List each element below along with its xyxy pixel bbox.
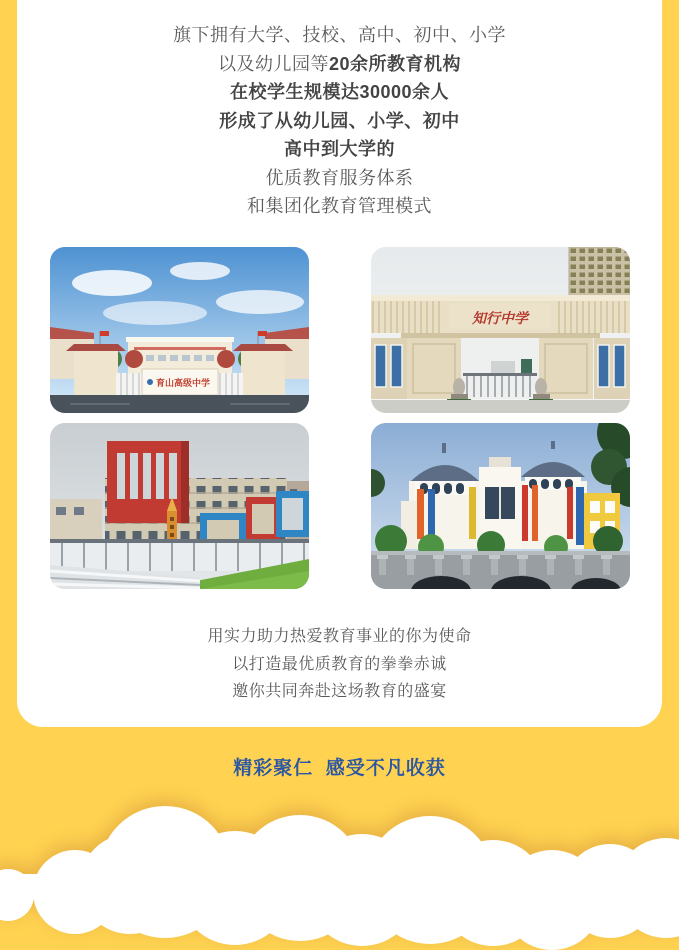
closing-line: 邀你共同奔赴这场教育的盛宴 <box>232 683 447 700</box>
intro-line: 高中到大学的 <box>284 139 395 159</box>
intro-line: 和集团化教育管理模式 <box>247 196 432 216</box>
photo-zhixing-school-gate <box>371 247 630 413</box>
modern-building-illustration <box>50 423 309 589</box>
content-card <box>17 0 662 727</box>
gate-sign-text: 知行中学 <box>472 310 528 326</box>
cloud-decoration <box>0 762 679 892</box>
footer-slogan: 精彩聚仁 感受不凡收获 <box>233 758 446 779</box>
intro-text-block <box>17 21 662 221</box>
photo-kindergarten-building <box>371 423 630 589</box>
photo-modern-school-building <box>50 423 309 589</box>
intro-line: 在校学生规模达30000余人 <box>229 82 450 102</box>
photo-campus-gate-blue-sky <box>50 247 309 413</box>
kindergarten-illustration <box>371 423 630 589</box>
closing-text-block <box>17 623 662 706</box>
intro-line <box>17 50 662 79</box>
intro-line: 形成了从幼儿园、小学、初中 <box>219 110 460 131</box>
gate-sign-text: 育山高级中学 <box>155 378 211 388</box>
cloud-base <box>0 874 679 892</box>
closing-line: 用实力助力热爱教育事业的你为使命 <box>207 628 472 645</box>
zhixing-gate-illustration <box>371 247 630 413</box>
campus-gate-illustration <box>50 247 309 413</box>
intro-line: 旗下拥有大学、技校、高中、初中、小学 <box>173 25 506 45</box>
intro-line: 优质教育服务体系 <box>265 167 414 188</box>
intro-line-bold: 20余所教育机构 <box>328 53 462 74</box>
closing-line: 以打造最优质教育的拳拳赤诚 <box>232 655 447 673</box>
intro-line-normal: 以及幼儿园等 <box>217 53 329 74</box>
